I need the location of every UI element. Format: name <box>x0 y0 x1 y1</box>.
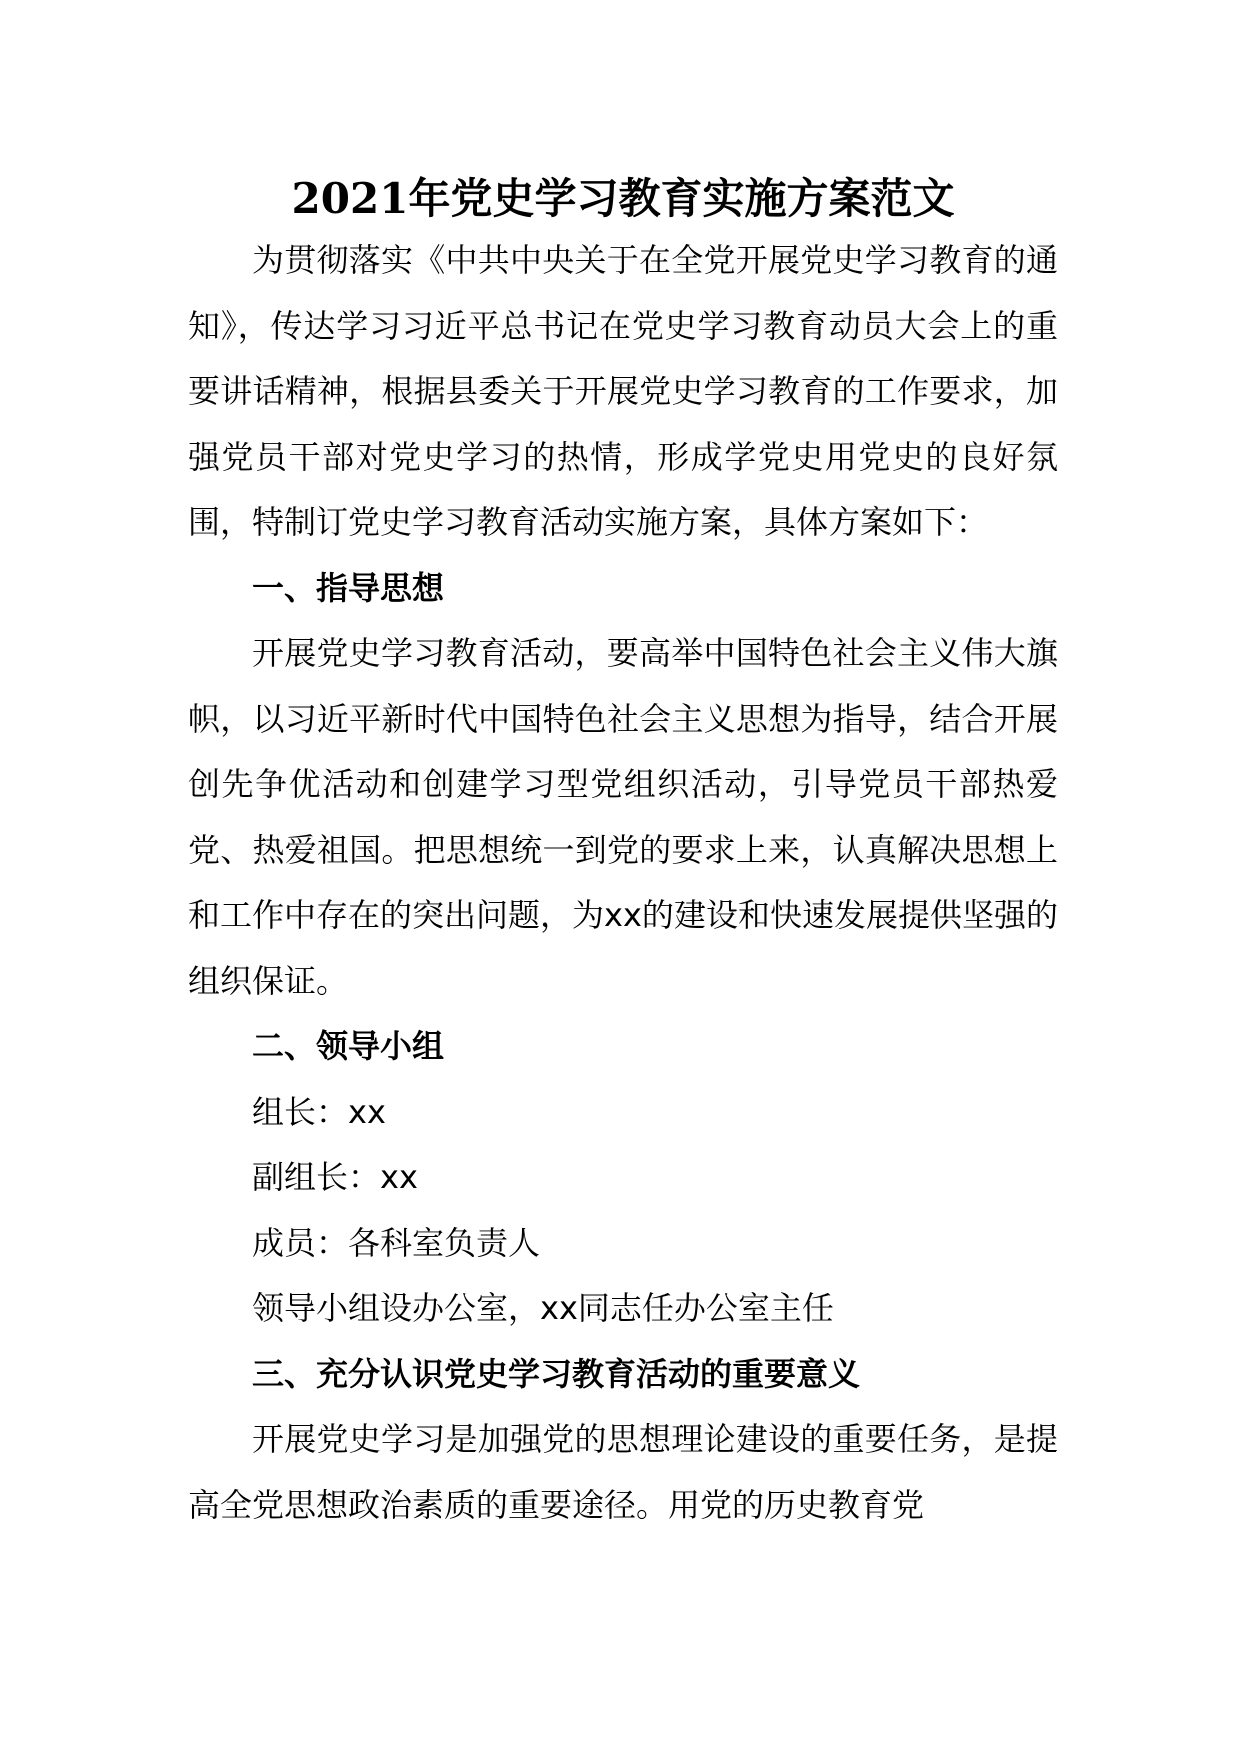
document-title: 2021年党史学习教育实施方案范文 <box>291 174 955 223</box>
leading-group-leader: 组长：xx <box>252 1092 386 1131</box>
section-body-significance: 开展党史学习是加强党的思想理论建设的重要任务，是提高全党思想政治素质的重要途径。用党的历史教育党 <box>188 1420 1058 1524</box>
leading-group-members: 成员：各科室负责人 <box>252 1223 541 1262</box>
intro-paragraph: 为贯彻落实《中共中央关于在全党开展党史学习教育的通知》，传达学习习近平总书记在党史学习教育动员大会上的重要讲话精神，根据县委关于开展党史学习教育的工作要求，加强党员干部对党史学习的热情，形成学党史用党史的良好氛围，特制订党史学习教育活动实施方案，具体方案如下： <box>188 241 1058 541</box>
section-heading-significance: 三、充分认识党史学习教育活动的重要意义 <box>252 1354 861 1393</box>
document-content <box>188 170 1058 1538</box>
leading-group-office: 领导小组设办公室，xx同志任办公室主任 <box>252 1289 834 1327</box>
section-body-guiding-ideology: 开展党史学习教育活动，要高举中国特色社会主义伟大旗帜，以习近平新时代中国特色社会主义思想为指导，结合开展创先争优活动和创建学习型党组织活动，引导党员干部热爱党、热爱祖国。把思想统一到党的要求上来，认真解决思想上和工作中存在的突出问题，为xx的建设和快速发展提供坚强的组织保证。 <box>188 634 1058 1000</box>
section-heading-guiding-ideology: 一、指导思想 <box>252 568 445 607</box>
leading-group-deputy-leader: 副组长：xx <box>252 1158 418 1196</box>
section-heading-leading-group: 二、领导小组 <box>252 1027 445 1065</box>
